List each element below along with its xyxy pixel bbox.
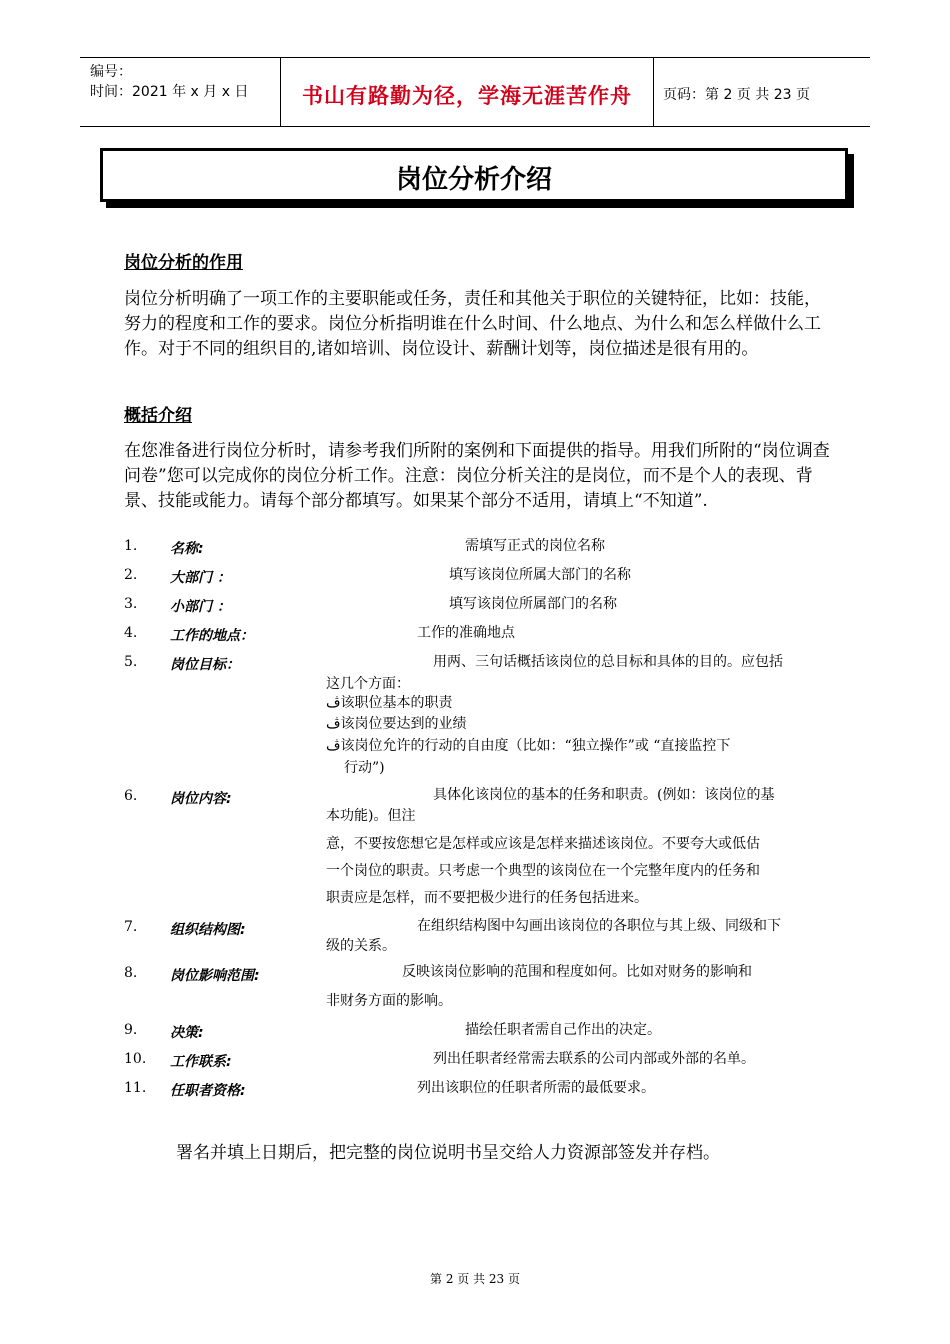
item-number: 4. bbox=[124, 625, 138, 641]
item-label: 工作联系: bbox=[170, 1054, 232, 1070]
item-label: 大部门 ： bbox=[170, 570, 231, 586]
item-text: 列出任职者经常需去联系的公司内部或外部的名单。 bbox=[433, 1051, 755, 1067]
item-text: 填写该岗位所属大部门的名称 bbox=[449, 567, 631, 583]
item-text-continued: 非财务方面的影响。 bbox=[326, 993, 452, 1009]
page-header bbox=[80, 57, 870, 127]
item-text: 填写该岗位所属部门的名称 bbox=[449, 596, 617, 612]
document-code: 编号： bbox=[90, 64, 132, 80]
page-number: 页码：第 2 页 共 23 页 bbox=[663, 87, 810, 103]
header-meta-cell bbox=[80, 58, 280, 126]
motto: 书山有路勤为径，学海无涯苦作舟 bbox=[302, 84, 632, 108]
item-number: 10. bbox=[124, 1051, 147, 1067]
item-text: 描绘任职者需自己作出的决定。 bbox=[465, 1022, 661, 1038]
title-box bbox=[100, 148, 848, 202]
section-body-purpose: 岗位分析明确了一项工作的主要职能或任务，责任和其他关于职位的关键特征，比如：技能，努力的程度和工作的要求。岗位分析指明谁在什么时间、什么地点、为什么和怎么样做什么工作。对于不同的组织目的,诸如培训、岗位设计、薪酬计划等，岗位描述是很有用的。 bbox=[124, 289, 821, 359]
item-text-continued: 本功能)。但注 bbox=[326, 808, 416, 824]
page-title: 岗位分析介绍 bbox=[395, 165, 552, 195]
item-label: 组织结构图: bbox=[170, 922, 246, 938]
item-text-continued: 意，不要按您想它是怎样或应该是怎样来描述该岗位。不要夸大或低估 bbox=[326, 836, 760, 852]
item-text: 反映该岗位影响的范围和程度如何。比如对财务的影响和 bbox=[402, 964, 752, 980]
header-page-cell bbox=[653, 58, 870, 126]
item-text: 具体化该岗位的基本的任务和职责。(例如：该岗位的基 bbox=[433, 787, 775, 803]
item-label: 决策: bbox=[170, 1025, 204, 1041]
bullet-text-continued: 行动”) bbox=[344, 760, 385, 776]
bullet-icon: ڤ bbox=[326, 738, 341, 754]
section-heading-overview: 概括介绍 bbox=[124, 406, 192, 426]
item-text-continued: 一个岗位的职责。只考虑一个典型的该岗位在一个完整年度内的任务和 bbox=[326, 863, 760, 879]
item-number: 8. bbox=[124, 965, 138, 981]
closing-instruction: 署名并填上日期后，把完整的岗位说明书呈交给人力资源部签发并存档。 bbox=[176, 1143, 720, 1163]
bullet-text: 该岗位允许的行动的自由度（比如：“独立操作”或 “直接监控下 bbox=[340, 738, 731, 754]
section-body-overview: 在您准备进行岗位分析时，请参考我们所附的案例和下面提供的指导。用我们所附的“岗位调查问卷”您可以完成你的岗位分析工作。注意：岗位分析关注的是岗位，而不是个人的表现、背景、技能或能力。请每个部分都填写。如果某个部分不适用，请填上“不知道”. bbox=[124, 441, 830, 511]
item-label: 小部门 ： bbox=[170, 599, 231, 615]
list-item bbox=[326, 692, 453, 714]
item-number: 7. bbox=[124, 919, 138, 935]
item-text: 需填写正式的岗位名称 bbox=[465, 538, 605, 554]
item-label: 岗位内容: bbox=[170, 791, 232, 807]
document-date: 时间：2021 年 x 月 x 日 bbox=[90, 84, 249, 100]
item-label: 工作的地点： bbox=[170, 628, 254, 644]
item-text: 列出该职位的任职者所需的最低要求。 bbox=[417, 1080, 655, 1096]
item-number: 5. bbox=[124, 654, 138, 670]
bullet-icon: ڤ bbox=[326, 716, 341, 732]
item-number: 2. bbox=[124, 567, 138, 583]
item-number: 9. bbox=[124, 1022, 138, 1038]
page-footer: 第 2 页 共 23 页 bbox=[430, 1272, 520, 1286]
item-text: 工作的准确地点 bbox=[417, 625, 515, 641]
item-label: 名称: bbox=[170, 541, 204, 557]
item-label: 岗位影响范围: bbox=[170, 968, 260, 984]
bullet-icon: ڤ bbox=[326, 695, 341, 711]
item-number: 1. bbox=[124, 538, 138, 554]
section-heading-purpose: 岗位分析的作用 bbox=[124, 253, 243, 273]
item-label: 岗位目标： bbox=[170, 657, 240, 673]
item-text-continued: 职责应是怎样，而不要把极少进行的任务包括进来。 bbox=[326, 890, 648, 906]
header-motto-cell bbox=[280, 58, 654, 126]
item-number: 11. bbox=[124, 1080, 147, 1096]
item-text-continued: 级的关系。 bbox=[326, 938, 396, 954]
list-item bbox=[326, 713, 467, 735]
item-text-continued: 这几个方面： bbox=[326, 676, 410, 692]
item-number: 3. bbox=[124, 596, 138, 612]
list-item bbox=[326, 735, 730, 757]
item-number: 6. bbox=[124, 788, 138, 804]
item-text: 在组织结构图中勾画出该岗位的各职位与其上级、同级和下 bbox=[417, 918, 781, 934]
bullet-text: 该岗位要达到的业绩 bbox=[340, 716, 467, 732]
item-label: 任职者资格: bbox=[170, 1083, 246, 1099]
item-text: 用两、三句话概括该岗位的总目标和具体的目的。应包括 bbox=[433, 654, 783, 670]
bullet-text: 该职位基本的职责 bbox=[340, 695, 453, 711]
